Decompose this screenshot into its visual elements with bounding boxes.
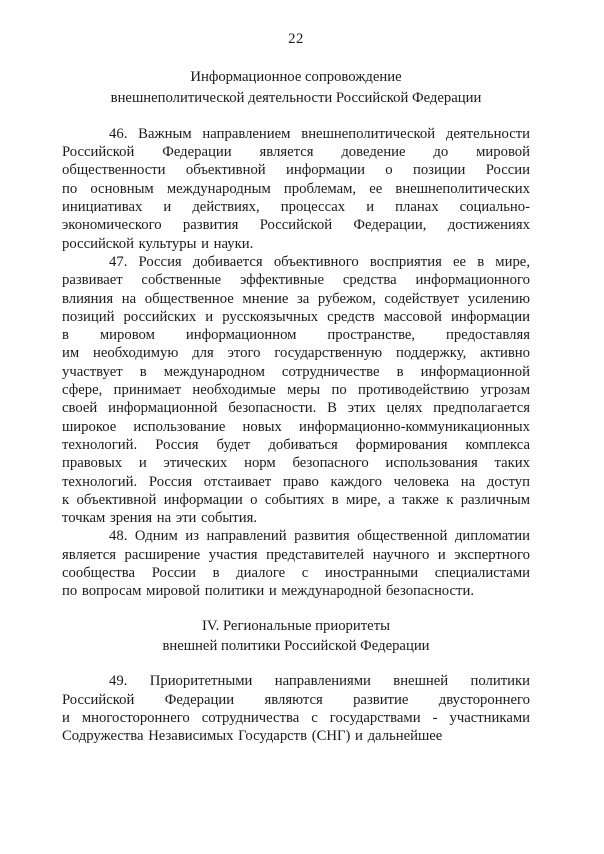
text-line: своей информационной безопасности. В этих целях предполагается: [62, 400, 530, 417]
text-line: точкам зрения на эти события.: [62, 510, 258, 527]
page-number: 22: [288, 31, 304, 47]
section-heading-regional-priorities: [62, 616, 530, 658]
text-line: правовых и этических норм безопасного использования таких: [62, 455, 530, 472]
text-line: широкое использование новых информационно-коммуникационных: [62, 418, 530, 435]
text-line: сфере, принимает необходимые меры по противодействию угрозам: [62, 382, 530, 399]
text-line: инициативах и действиях, процессах и планах социально-: [62, 199, 530, 216]
text-line: влияния на общественное мнение за рубежом, содействует усилению: [62, 290, 530, 307]
text-line: внешнеполитической деятельности Российской Федерации: [110, 90, 482, 107]
text-line: развивает собственные эффективные средства информационного: [62, 272, 530, 289]
text-line: технологий. Россия будет добиваться формирования комплекса: [62, 436, 530, 453]
text-line: Российской Федерации являются развитие двустороннего: [62, 691, 530, 708]
text-line: 46. Важным направлением внешнеполитической деятельности: [109, 125, 530, 142]
text-line: позиций российских и русскоязычных средств массовой информации: [62, 308, 530, 325]
text-line: 48. Одним из направлений развития общественной дипломатии: [109, 528, 530, 545]
text-line: участвует в международном сотрудничестве в информационной: [62, 363, 530, 380]
text-line: Информационное сопровождение: [190, 69, 402, 86]
text-line: по основным международным проблемам, ее внешнеполитических: [62, 180, 530, 197]
text-line: IV. Региональные приоритеты: [202, 617, 390, 634]
text-line: российской культуры и науки.: [62, 235, 254, 252]
text-line: общественности объективной информации о позиции России: [62, 162, 530, 179]
paragraph-47: [62, 253, 530, 527]
text-line: к объективной информации о событиях в мире, а также к различным: [62, 491, 530, 508]
paragraph-49: [62, 672, 530, 745]
text-line: 47. Россия добивается объективного восприятия ее в мире,: [109, 253, 530, 270]
text-line: внешней политики Российской Федерации: [162, 638, 430, 655]
text-line: Содружества Независимых Государств (СНГ) и дальнейшее: [62, 728, 443, 745]
text-line: является расширение участия представителей научного и экспертного: [62, 546, 530, 563]
text-line: им необходимую для этого государственную поддержку, активно: [62, 345, 530, 362]
text-line: 49. Приоритетными направлениями внешней политики: [109, 673, 530, 690]
text-line: и многостороннего сотрудничества с государствами - участниками: [62, 709, 530, 726]
text-line: в мировом информационном пространстве, предоставляя: [62, 327, 530, 344]
text-column: [62, 30, 530, 745]
paragraph-48: [62, 527, 530, 600]
paragraph-46: [62, 125, 530, 253]
section-heading-information-support: [62, 67, 530, 109]
text-line: технологий. Россия отстаивает право каждого человека на доступ: [62, 473, 530, 490]
text-line: Российской Федерации является доведение до мировой: [62, 144, 530, 161]
text-line: экономического развития Российской Федерации, достижениях: [62, 217, 530, 234]
text-line: по вопросам мировой политики и международной безопасности.: [62, 583, 474, 600]
text-line: сообщества России в диалоге с иностранными специалистами: [62, 565, 530, 582]
